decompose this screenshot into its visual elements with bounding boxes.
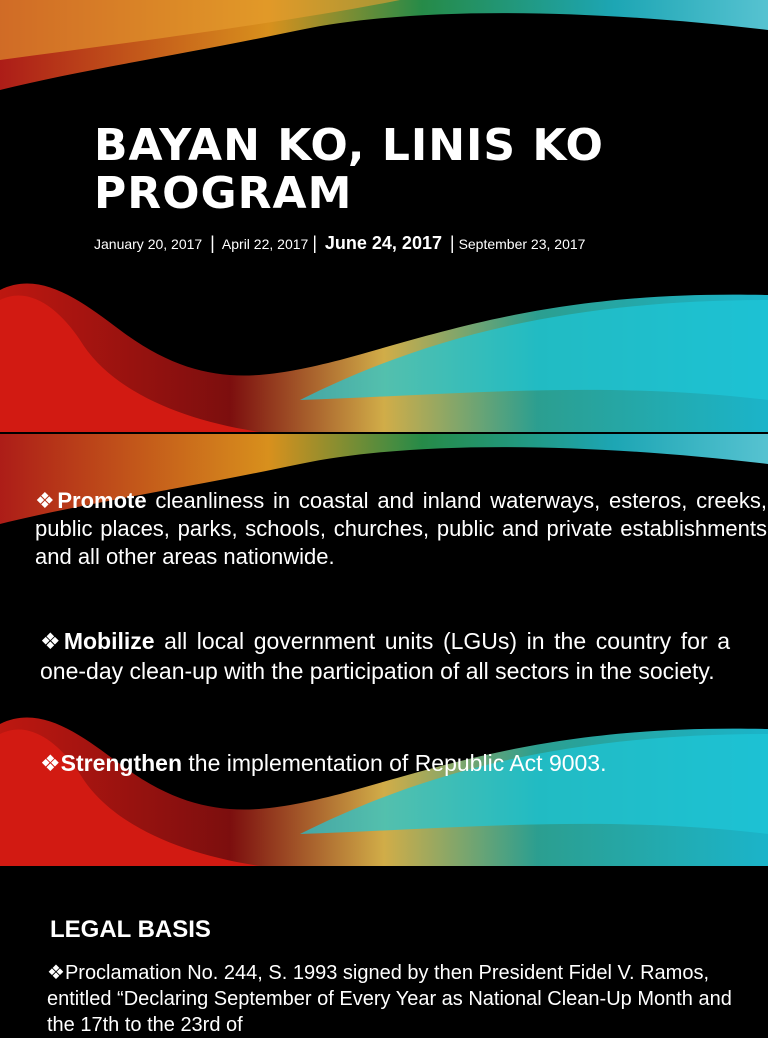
page-title [94,122,604,218]
date-3-highlighted: June 24, 2017 [324,233,442,253]
bullet-diamond-icon: ❖ [47,962,65,984]
separator: | [312,233,317,253]
bullet-diamond-icon: ❖ [40,750,61,776]
objectives-slide [0,434,768,866]
keyword: Mobilize [63,628,155,654]
top-swirl-highlight [0,0,400,60]
title-line-1: BAYAN KO, LINIS KO [94,120,604,171]
keyword: Promote [57,488,147,513]
legal-basis-text [47,960,747,1038]
legal-basis-slide [0,868,768,1036]
separator: | [449,233,455,253]
objective-text: cleanliness in coastal and inland waterways, esteros, creeks, public places, parks, schools, churches, public and private establishments and all other areas nationwide. [35,488,767,569]
objective-promote [35,487,767,571]
section-heading: LEGAL BASIS [50,916,211,943]
title-line-2: PROGRAM [94,168,353,219]
keyword: Strengthen [60,750,183,776]
title-slide [0,0,768,432]
objective-text: all local government units (LGUs) in the country for a one-day clean-up with the participation of all sectors in the society. [40,628,731,684]
bullet-diamond-icon: ❖ [35,488,58,513]
date-1: January 20, 2017 [94,236,203,252]
objective-text: the implementation of Republic Act 9003. [182,750,607,776]
date-list [94,233,585,254]
date-2: April 22, 2017 [221,236,309,252]
objective-strengthen [40,749,740,777]
date-4: September 23, 2017 [458,236,586,252]
objective-mobilize [40,626,730,686]
bullet-diamond-icon: ❖ [40,628,64,654]
separator: | [210,233,215,253]
proclamation-text: Proclamation No. 244, S. 1993 signed by then President Fidel V. Ramos, entitled “Declaring September of Every Year as National Clean-Up Month and the 17th to the 23rd of [47,962,732,1036]
